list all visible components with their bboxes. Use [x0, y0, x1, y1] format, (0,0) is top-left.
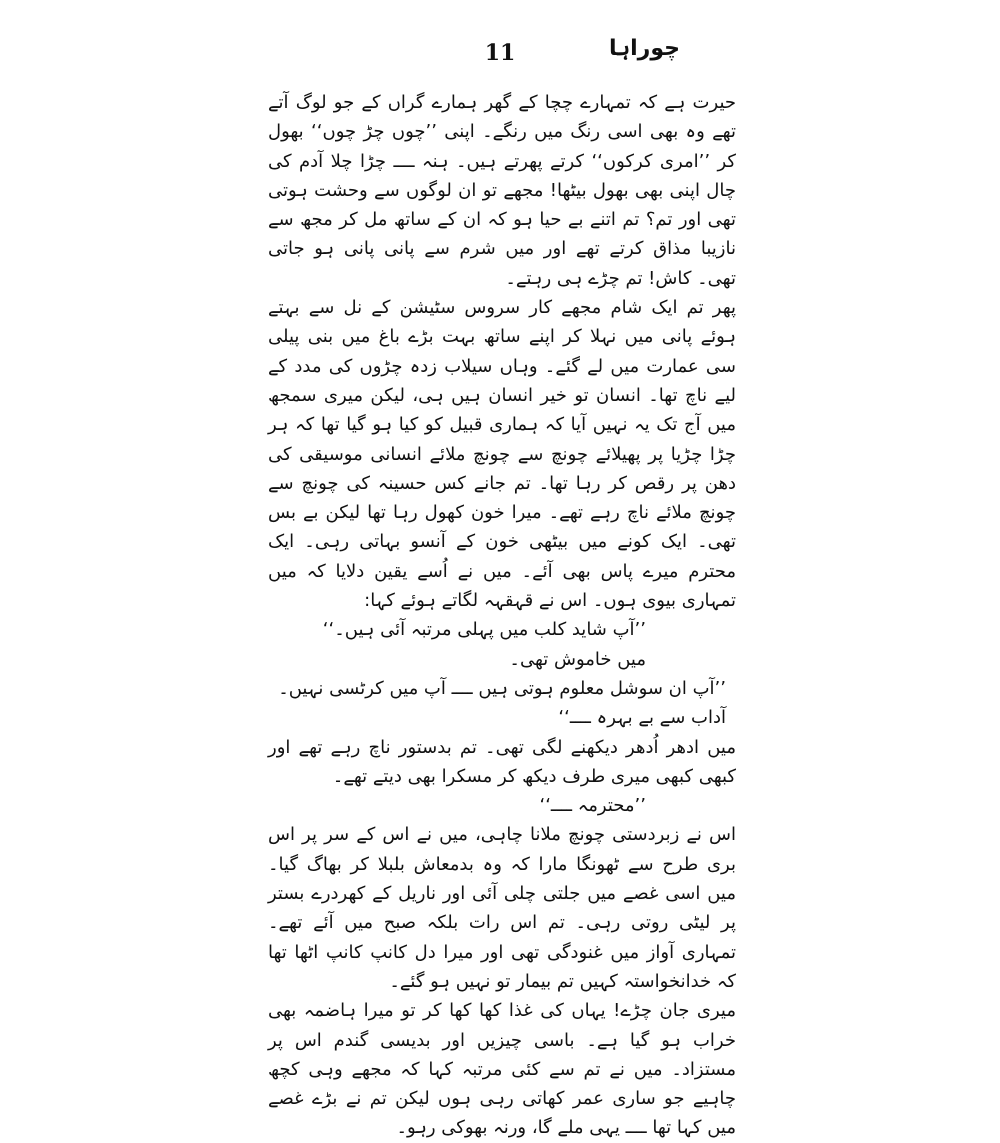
- paragraph-1: حیرت ہے کہ تمہارے چچا کے گھر ہمارے گراں کے جو لوگ آتے تھے وہ بھی اسی رنگ میں رنگے۔ اپنی ’’چوں چڑ چوں‘‘ بھول کر ’’امری کرکوں‘‘ کرتے پھرتے ہیں۔ ہنہ ــــ چڑا چلا آدم کی چال اپنی بھی بھول بیٹھا! مجھے تو ان لوگوں سے وحشت ہوتی تھی اور تم؟ تم اتنے بے حیا ہو کہ ان کے ساتھ مل کر مجھ سے نازیبا مذاق کرتے تھے اور میں شرم سے پانی پانی ہو جاتی تھی۔ کاش! تم چڑے ہی رہتے۔: [268, 92, 736, 289]
- page-number: 11: [484, 40, 516, 66]
- page-body: [268, 88, 736, 1143]
- paragraph-2: پھر تم ایک شام مجھے کار سروس سٹیشن کے نل سے بہتے ہوئے پانی میں نہلا کر اپنے ساتھ بہت بڑے باغ میں بنی پیلی سی عمارت میں لے گئے۔ وہاں سیلاب زدہ چڑوں کی مدد کے لیے ناچ تھا۔ انسان تو خیر انسان ہیں ہی، لیکن میری سمجھ میں آج تک یہ نہیں آیا کہ ہماری قبیل کو کیا ہو گیا تھا کہ ہر چڑا چڑیا پر پھیلائے چونچ سے چونچ ملائے انسانی موسیقی کی دھن پر رقص کر رہا تھا۔ تم جانے کس حسینہ کی چونچ سے چونچ ملائے ناچ رہے تھے۔ میرا خون کھول رہا تھا لیکن بے بس تھی۔ ایک کونے میں بیٹھی خون کے آنسو بہاتی رہی۔ ایک محترم میرے پاس بھی آئے۔ میں نے اُسے یقین دلایا کہ میں تمہاری بیوی ہوں۔ اس نے قہقہہ لگاتے ہوئے کہا:: [268, 297, 736, 612]
- dialogue-line-4: ’’محترمہ ــــ‘‘: [539, 795, 646, 817]
- paragraph-5: میری جان چڑے! یہاں کی غذا کھا کھا کر تو میرا ہاضمہ بھی خراب ہو گیا ہے۔ باسی چیزیں اور بدیسی گندم اس پر مستزاد۔ میں نے تم سے کئی مرتبہ کہا کہ مجھے وہی کچھ چاہیے جو ساری عمر کھاتی رہی ہوں لیکن تم نے بڑے غصے میں کہا تھا ــــ یہی ملے گا، ورنہ بھوکی رہو۔: [268, 1000, 736, 1139]
- dialogue-line-1: ’’آپ شاید کلب میں پہلی مرتبہ آئی ہیں۔‘‘: [322, 619, 646, 641]
- running-title: چوراہا: [608, 36, 680, 61]
- page-header: [260, 30, 740, 78]
- dialogue-line-2: میں خاموش تھی۔: [509, 648, 646, 670]
- paragraph-4: اس نے زبردستی چونچ ملانا چاہی، میں نے اس کے سر پر اس بری طرح سے ٹھونگا مارا کہ وہ بدمعاش بلبلا کر بھاگ گیا۔ میں اسی غصے میں جلتی چلی آئی اور ناریل کے کھردرے بستر پر لیٹی روتی رہی۔ تم اس رات بلکہ صبح میں آئے تھے۔ تمہاری آواز میں غنودگی تھی اور میرا دل کانپ کانپ اٹھا تھا کہ خدانخواستہ کہیں تم بیمار تو نہیں ہو گئے۔: [268, 824, 736, 992]
- paragraph-3: میں ادھر اُدھر دیکھنے لگی تھی۔ تم بدستور ناچ رہے تھے اور کبھی کبھی میری طرف دیکھ کر مسکرا بھی دیتے تھے۔: [268, 736, 736, 787]
- dialogue-line-3: ’’آپ ان سوشل معلوم ہوتی ہیں ــــ آپ میں کرٹسی نہیں۔ آداب سے بے بہرہ ــــ‘‘: [278, 677, 726, 729]
